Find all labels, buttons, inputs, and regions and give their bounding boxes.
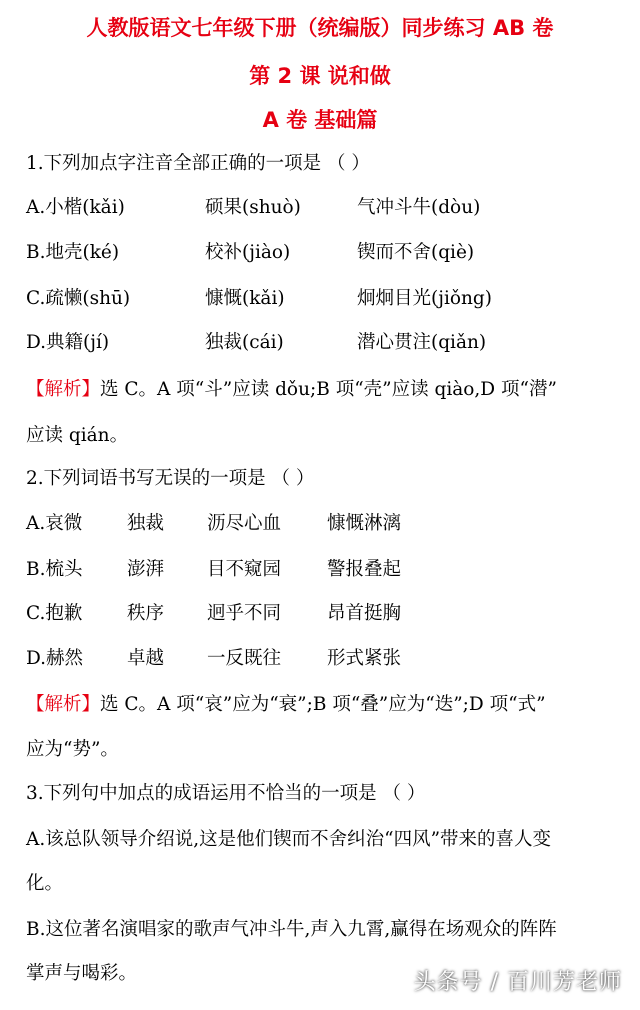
q2-c-1: C.抱歉 (26, 603, 83, 624)
q2-stem: 2.下列词语书写无误的一项是 （ ） (26, 468, 315, 489)
q2-d-4: 形式紧张 (327, 648, 402, 669)
q1-b-1: B.地壳(ké) (26, 242, 120, 263)
q1-a-3: 气冲斗牛(dòu) (357, 197, 481, 218)
q2-b-3: 目不窥园 (207, 559, 282, 580)
section-title: A 卷 基础篇 (262, 108, 378, 132)
q1-c-3: 炯炯目光(jiǒng) (357, 288, 492, 309)
q1-analysis (26, 375, 557, 401)
q2-a-2: 独裁 (127, 513, 165, 534)
q1-a-1: A.小楷(kǎi) (26, 197, 125, 218)
analysis-text: 选 C。A 项“哀”应为“衰”;B 项“叠”应为“迭”;D 项“式” (100, 694, 546, 715)
q2-analysis-cont: 应为“势”。 (26, 739, 119, 760)
q2-c-4: 昂首挺胸 (327, 603, 402, 624)
q1-c-1: C.疏懒(shū) (26, 288, 131, 309)
q3-stem: 3.下列句中加点的成语运用不恰当的一项是 （ ） (26, 783, 426, 804)
q2-b-2: 澎湃 (127, 559, 165, 580)
analysis-text: 选 C。A 项“斗”应读 dǒu;B 项“壳”应读 qiào,D 项“潜” (100, 379, 557, 400)
q2-d-1: D.赫然 (26, 648, 84, 669)
q3-option-b: B.这位著名演唱家的歌声气冲斗牛,声入九霄,赢得在场观众的阵阵 (26, 919, 557, 940)
q2-b-4: 警报叠起 (327, 559, 402, 580)
q1-b-3: 锲而不舍(qiè) (357, 242, 475, 263)
q1-b-2: 校补(jiào) (205, 242, 291, 263)
doc-title: 人教版语文七年级下册（统编版）同步练习 AB 卷 (86, 16, 554, 40)
q3-option-b-cont: 掌声与喝彩。 (26, 963, 138, 984)
q2-b-1: B.梳头 (26, 559, 83, 580)
q1-stem: 1.下列加点字注音全部正确的一项是 （ ） (26, 153, 370, 174)
q3-option-a: A.该总队领导介绍说,这是他们锲而不舍纠治“四风”带来的喜人变 (26, 829, 552, 850)
q1-d-1: D.典籍(jí) (26, 332, 110, 353)
watermark: 头条号 / 百川芳老师 (413, 970, 622, 995)
analysis-label: 【解析】 (26, 379, 101, 400)
analysis-label: 【解析】 (26, 694, 101, 715)
lesson-title: 第 2 课 说和做 (249, 64, 391, 88)
q2-d-3: 一反既往 (207, 648, 282, 669)
q2-a-3: 沥尽心血 (207, 513, 282, 534)
q2-a-1: A.哀微 (26, 513, 83, 534)
q2-analysis (26, 690, 546, 716)
q1-c-2: 慷慨(kǎi) (205, 288, 285, 309)
q1-d-2: 独裁(cái) (205, 332, 284, 353)
q1-analysis-cont: 应读 qián。 (26, 425, 129, 446)
q3-option-a-cont: 化。 (26, 873, 64, 894)
q2-a-4: 慷慨淋漓 (327, 513, 402, 534)
q1-d-3: 潜心贯注(qiǎn) (357, 332, 487, 353)
q2-c-2: 秩序 (127, 603, 165, 624)
q1-a-2: 硕果(shuò) (205, 197, 301, 218)
q2-c-3: 迥乎不同 (207, 603, 282, 624)
q2-d-2: 卓越 (127, 648, 165, 669)
